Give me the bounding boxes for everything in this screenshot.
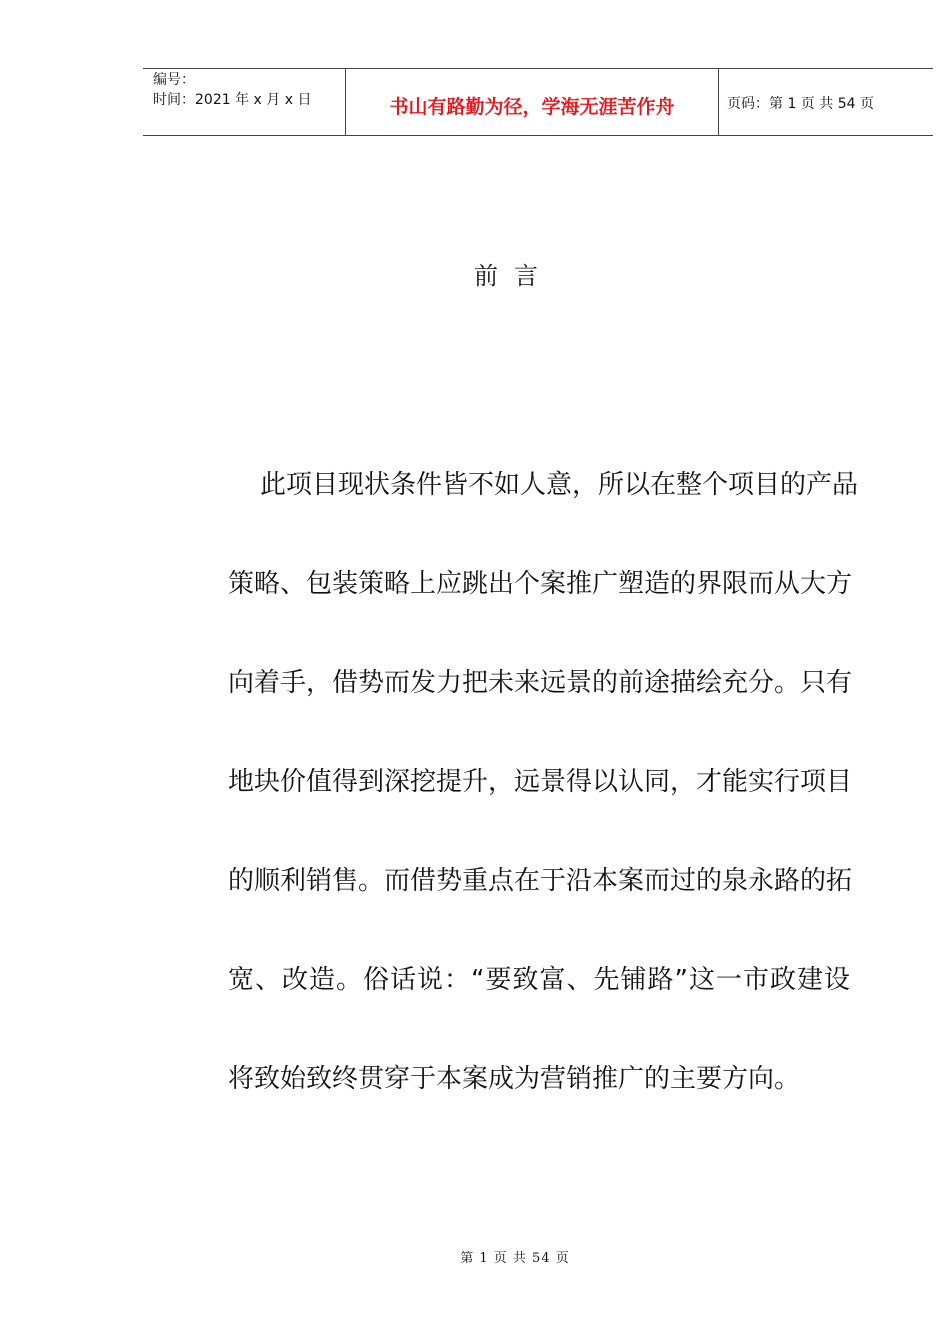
page-title: 前言 — [474, 262, 554, 290]
body-line-3: 向着手，借势而发力把未来远景的前途描绘充分。只有 — [228, 668, 853, 698]
document-header — [143, 68, 933, 136]
body-line-7: 将致始致终贯穿于本案成为营销推广的主要方向。 — [228, 1064, 801, 1094]
document-date-label: 时间：2021 年 x 月 x 日 — [153, 92, 312, 108]
document-number-label: 编号： — [153, 72, 195, 88]
header-page-cell — [719, 69, 933, 135]
header-meta-cell — [143, 69, 345, 135]
body-line-4: 地块价值得到深挖提升，远景得以认同，才能实行项目 — [228, 767, 853, 797]
header-motto-cell — [345, 69, 719, 135]
header-page-info: 页码：第 1 页 共 54 页 — [727, 96, 874, 112]
body-line-2: 策略、包装策略上应跳出个案推广塑造的界限而从大方 — [228, 569, 853, 599]
body-line-1: 此项目现状条件皆不如人意，所以在整个项目的产品 — [260, 470, 859, 500]
body-line-5: 的顺利销售。而借势重点在于沿本案而过的泉永路的拓 — [228, 866, 853, 896]
body-line-6: 宽、改造。俗话说：“要致富、先铺路”这一市政建设 — [228, 965, 850, 995]
page-footer: 第 1 页 共 54 页 — [460, 1251, 570, 1266]
header-motto: 书山有路勤为径，学海无涯苦作舟 — [389, 96, 675, 118]
